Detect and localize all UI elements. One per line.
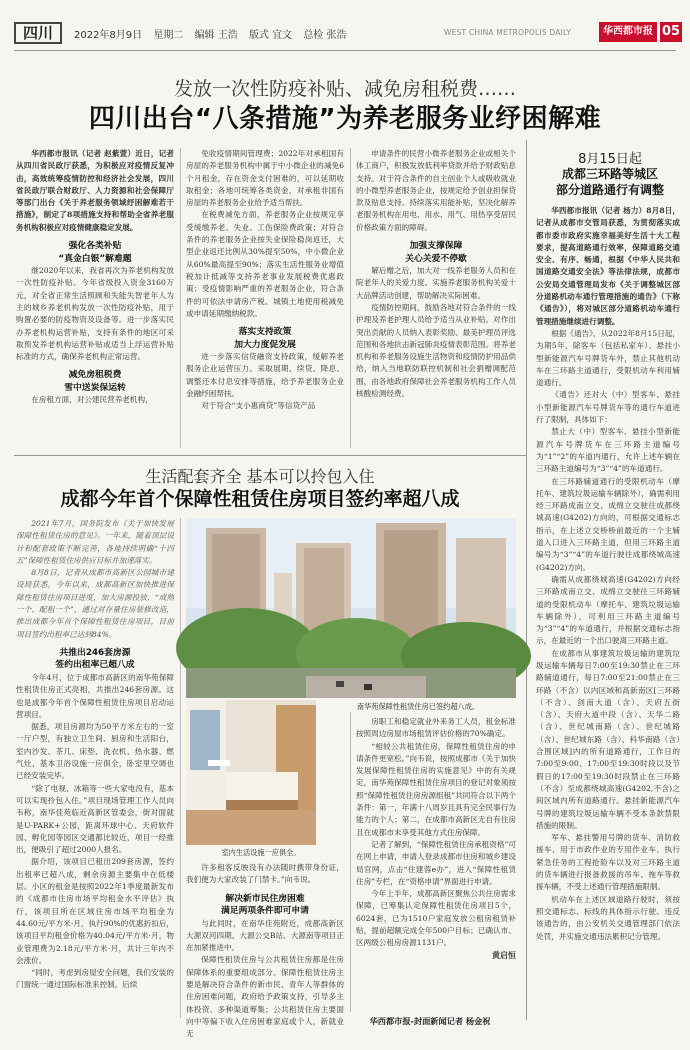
story1-paragraph: 在税费减免方面，养老服务企业按规定享受缓缴养老、失业、工伤保险费政策；对符合条件的养老服务企业按失业保险稳岗返还，大型企业返还比例从30%提至50%，中小微企业从60%最高提至90%；落实生活性服务业增值税加计抵减等支持养老事业发展税费优惠政策；受疫情影响严重的养老服务企业，符合条件的可依法申请房产税、城镇土地使用税减免或申请延期缴纳税款。 [186, 210, 344, 318]
story2-column-1 [16, 518, 174, 1018]
issue-date: 2022年8月9日 [74, 30, 143, 41]
column-divider [180, 518, 181, 1018]
story1-subhead-2: 减免房租税费 雪中送炭保运转 [64, 370, 126, 393]
design-credit: 版式 宜文 [248, 30, 293, 41]
sidebar-date: 8月15日起 [578, 152, 642, 167]
editor-credit: 编辑 王浩 [194, 30, 238, 41]
story1-kicker: 发放一次性防疫补贴、减免房租税费…… [173, 78, 516, 100]
sidebar-lead-paragraph: 华西都市报讯（记者 杨力）8月8日，记者从成都市交管局获悉，为贯彻落实成都市委市政府实施幸福美好生活十大工程要求，提高道路通行效率，保障道路交通安全、有序、畅通，根据《中华人民共和国道路交通安全法》等法律法规，成都市公安局交通管理局发布《关于调整城区部分道路机动车通行管理措施的通告》（下称《通告》），将对城区部分道路机动车通行管理措施继续进行调整。 [536, 206, 680, 326]
page-number: 05 [660, 22, 682, 42]
section-rule [14, 455, 526, 456]
story1-paragraph: 进一步落实信贷融资支持政策，缓解养老服务企业运营压力。采取展期、续贷、降息、调整还本付息安排等措施，给予养老服务企业金融纾困帮扶。 [186, 352, 344, 399]
story1-column-1 [16, 148, 174, 448]
story2-paragraph: 记者了解到，“保障性租赁住房承租资格”可在网上申请，申请人登录成都市住房和城乡建设局官网，点击“住建蓉e办”，进入“保障性租赁住房”专栏，在“资格申请”界面进行申请。 [356, 839, 516, 886]
story1-column-2 [186, 148, 344, 448]
sidebar-paragraph: 《通告》还对大（中）型客车、悬挂小型新能源汽车号牌货车等的通行车道进行了限制，具体如下： [536, 390, 680, 425]
column-divider [350, 148, 351, 448]
sidebar-paragraph: 确需从成都绕城高速(G4202)方向经三环路成南立交、成绵立交驶往三环路辅道的受限机动车（摩托车、建筑垃圾运输车辆除外），可利用三环路主道编号为“3”“4”的车道通行，并根据交通标志指示，在最近的一个出口驶离三环路主道。 [536, 574, 680, 646]
issue-weekday: 星期二 [153, 30, 184, 41]
story2-paragraph: “同时，考虑到房屋安全问题，我们安装的门窗统一通过国际标准来控制。后续 [16, 968, 174, 990]
story2-intro-paragraph: 8月8日，记者从成都市高新区公园城市建设局获悉，今年以来，成都高新区加快推进保障性租赁住房项目进度，加大房源投放，“成熟一个、配租一个”，通过对存量住房装修改造，推出成都今年首个保障性租赁住房项目，目前项目签约出租率已达到84%。 [16, 568, 174, 639]
sidebar-title: 成都三环路等城区 部分道路通行有调整 [555, 167, 664, 197]
story2-footer-credit: 华西都市报-封面新闻记者 杨金祝 [369, 1016, 491, 1026]
story1-column-3 [356, 148, 516, 448]
story1-subhead-4: 加强支撑保障 关心关爱不停歇 [405, 241, 467, 264]
story1-paragraph: 在房租方面，对公建民营养老机构， [31, 395, 153, 405]
story2-paragraph: 与此同时，在南华佳苑附近，成都高新区大源双河四期、大源公交B站、大源南等项目正在加紧推进中。 [186, 918, 344, 953]
sidebar-paragraph: 在三环路辅道通行的受限机动车（摩托车、建筑垃圾运输车辆除外），确需利用经三环路成南立交、成绵立交驶往成都绕城高速(G4202)方向的，可根据交通标志指示，在上述立交桥桥前最近的一个主辅道入口进入三环路主道，但用三环路主道编号为“3”“4”的车道行驶往成都绕城高速(G4202)方向。 [536, 476, 680, 572]
issue-info [74, 26, 355, 41]
story1-paragraph: 解后赠之后，加大对一线养老服务人员和在院老年人的关爱力度。实施养老服务机构关爱十大品牌活动创建，帮助解决实际困难。 [356, 266, 516, 300]
story2-intro-paragraph: 2021年7月，国务院发布《关于加快发展保障性租赁住房的意见》。一年来，随着顶层设计和配套政策不断完善，各地持续明确“十四五”保障性租赁住房供应目标并加速落实。 [16, 519, 174, 565]
story2-column-2 [186, 862, 344, 1039]
story1-subhead-1: 强化各类补贴 “真金白银”解难题 [58, 241, 132, 264]
sidebar-paragraph: 禁止大（中）型客车、悬挂小型新能源汽车号牌货车在三环路主道编号为“1”“2”的车道内通行，允许上述车辆在三环路主道编号为“3”“4”的车道通行。 [536, 427, 680, 474]
story1-paragraph: 疫情防控期间，鼓励各地对符合条件的一线护理及养老护理人员给予适当从业补贴。对作出突出贡献的人员纳入表彰奖励、最美护理员评选范围和各地抗击新冠肺炎疫情表彰范围。将养老机构和养老服务设施生活物资和疫情防护用品供给，纳入当地联防联控机制和社会捐赠调配范围，由各地政府保障社会养老服务机构工作人员核酸检测经费。 [356, 302, 516, 399]
story2-paragraph: 保障性租赁住房与公共租赁住房都是住房保障体系的重要组成部分。保障性租赁住房主要是解决符合条件的新市民、青年人等群体的住房困难问题，政府给予政策支持，引导多主体投资、多种渠道筹集；公共租赁住房主要面向中等偏下收入住房困难家庭或个人，新就业无 [186, 955, 344, 1039]
story2-subhead-1: 共推出246套房源 签约出租率已超八成 [55, 647, 135, 671]
story1-headline: 四川出台“八条措施”为养老服务业纾困解难 [88, 104, 602, 134]
story2-paragraph: 今年上半年，成都高新区聚焦公共住房需求保障，已筹集认定保障性租赁住房项目5个，6024套，已为1510户家庭发放公租房租赁补贴，提前超额完成全年500户目标；已确认市、区两级公租房房源1131户。 [356, 889, 516, 948]
paper-logo: 华西都市报 [599, 22, 657, 42]
sidebar-paragraph: 机动车在上述区域道路行驶时，须按照交通标志、标线的具体指示行驶。违反该通告的，由公安机关交通管理部门依法处罚，并实施交通违法累积记分管理。 [536, 894, 680, 941]
sidebar-paragraph: 在成都市从事建筑垃圾运输的建筑垃圾运输车辆每日7:00至19:30禁止在三环路辅道通行，每日7:00至21:00禁止在三环路（不含）以内区域和高新南区[三环路（不含）、剑南大道（含）、天府五街（含）、天府大道中段（含）、天华二路（含）、世纪城南路（含）、世纪城路（含）、世纪城东路（含）、科华南路（含）合围区域]内的所有道路通行，工作日的7:00至9:00、17:00至19:30时段以及节假日的17:00至19:30时段禁止在三环路（不含）至成都绕城高速(G4202,不含)之间区域内所有道路通行。悬挂新能源汽车号牌的建筑垃圾运输车辆不受本条款禁限措施的限制。 [536, 648, 680, 830]
section-label: 四川 [14, 22, 62, 44]
column-divider [350, 712, 351, 1012]
story2-column-3 [356, 716, 516, 1006]
story2-subhead-2: 解决新市民住房困难 满足两项条件即可申请 [221, 893, 309, 917]
room-photo [186, 700, 316, 845]
housing-photo-caption: 南华苑保障性租赁住房已签约超八成。 [356, 702, 480, 711]
story2-paragraph: “相较公共租赁住房，保障性租赁住房的申请条件更宽松。”向韦说，按照成都市《关于加快发展保障性租赁住房的实施意见》中的有关规定，南华苑保障性租赁住房项目的登记对象须按照“保障性租赁住房房源组租”共同符合以下两个条件：第一，年满十八周岁且具有完全民事行为能力的个人；第二，在成都市高新区无自有住房且在成都市未享受其他方式住房保障。 [356, 741, 516, 837]
story1-paragraph: 对于符合“支小惠商贷”等信贷产品 [201, 401, 316, 411]
story2-paragraph: 据悉，项目房源均为50平方米左右的一室一厅户型，有独立卫生间、厨房和生活阳台，室内沙发、茶几、床垫、洗衣机、热水器、燃气灶、基本卫浴设施一应俱全，卧室里空调也已经安装完毕。 [16, 722, 174, 781]
story2-reporter: 黄启恒 [492, 950, 516, 960]
checker-credit: 总检 张浩 [303, 30, 347, 41]
story2-paragraph: 许多租客反映没有办法随时携带身份证，我们便为大家改装了门禁卡。”向韦说。 [186, 863, 344, 885]
sidebar-divider [526, 140, 527, 1020]
column-divider [180, 148, 181, 448]
header-rule [14, 50, 676, 51]
paper-english-name: WEST CHINA METROPOLIS DAILY [444, 28, 572, 37]
story1-subhead-3: 落实支持政策 加大力度促发展 [234, 327, 296, 350]
housing-photo [186, 518, 516, 698]
sidebar-paragraph: 根据《通告》，从2022年8月15日起，为期5年，除客车（包括私家车）、悬挂小型新能源汽车号牌货车外，禁止其他机动车在三环路主道通行，受限机动车利用辅道通行。 [536, 328, 680, 388]
sidebar-paragraph: 军车、悬挂警用号牌的货车、消防救援车、用于市政作业的专用作业车、执行紧急任务的工程抢险车以及对三环路主道的货车辆进行报备救援的吊车、拖车等救援车辆，不受上述通行管理措施限制。 [536, 833, 680, 892]
story2-kicker: 生活配套齐全 基本可以拎包入住 [145, 467, 375, 486]
story1-paragraph: 申请条件的民营小微养老服务企业或相关个体工商户，积极发放低利率贷款并给予财政贴息支持。对于符合条件的自主创业个人或吸收就业的小微型养老服务企业，按规定给予创业担保贷款及贴息支持。持续落实用能补贴，坚决化解养老服务机构在用电、用水、用气、用热享受居民价格政策方面的障碍。 [356, 149, 516, 232]
story2-paragraph: 房职工和稳定就业外来务工人员，租金标准按照周边房屋市场租赁评估价格的70%确定。 [356, 717, 516, 739]
masthead [14, 22, 681, 44]
story2-paragraph: 据介绍，该项目已租出209套房源，签约出租率已超八成，剩余房源主要集中在低楼层。小区的租金是按照2022年1季度最新发布的《成都市住房市场平均租金水平评估》执行，该项目所在区域住房市场平均租金为44.60元/平方米·月，执行90%的优惠折扣后，该项目平均租金价格为40.04元/平方米·月，物业管理费为2.18元/平方米·月，共计三年内不会涨价。 [16, 857, 174, 965]
room-photo-caption: 室内生活设施一应俱全。 [221, 848, 301, 857]
story2-paragraph: “除了电视、冰箱等一些大家电没有，基本可以实现拎包入住。”项目现场管理工作人员向韦称，南华佳苑临近高新区管委会，街对面就是U-PARK+公园，距离环球中心、天府软件园、孵化园等园区交通都比较近，项目一经推出，便吸引了超过2000人报名。 [16, 783, 174, 855]
sidebar-body [536, 205, 680, 1015]
story1-paragraph: 免收疫情期间管理费；2022年对承租国有房屋的养老服务机构中属于中小微企业的减免6个月租金，存在资金支付困难的，可以延期收取租金；各地可统筹各类资金，对承租非国有房屋的养老服务企业给予适当帮扶。 [186, 149, 344, 208]
story2-paragraph: 今年4月，位于成都市高新区的南华苑保障性租赁住房正式亮相，共推出246套房源。这也是成都今年首个保障性租赁住房项目启动运营项目。 [16, 672, 174, 719]
story1-paragraph: 继2020年以来，我省再次为养老机构发放一次性防疫补贴。今年省级投入资金3160万元，对全省正常生活照顾和失能失智老年人为主的城乡养老机构发放一次性防疫补贴，用于购置必要的防疫物资及设备等。进一步落实民办养老机构运营补贴，支持有条件的地区可采取预发养老机构运营补贴或适当上浮运营补贴标准的方式，确保养老机构正常运营。 [16, 266, 174, 362]
story2-headline: 成都今年首个保障性租赁住房项目签约率超八成 [60, 488, 460, 510]
story1-lead-paragraph: 华西都市报讯（记者 赵紫萱）近日，记者从四川省民政厅获悉，为积极应对疫情反复冲击，高效统筹疫情防控和经济社会发展，四川省民政厅联合财政厅、人力资源和社会保障厅等部门出台《关于养老服务领域纾困解难若干措施》，制定了8项措施支持和帮助全省养老服务机构积极应对疫情健康稳定发展。 [16, 149, 174, 232]
